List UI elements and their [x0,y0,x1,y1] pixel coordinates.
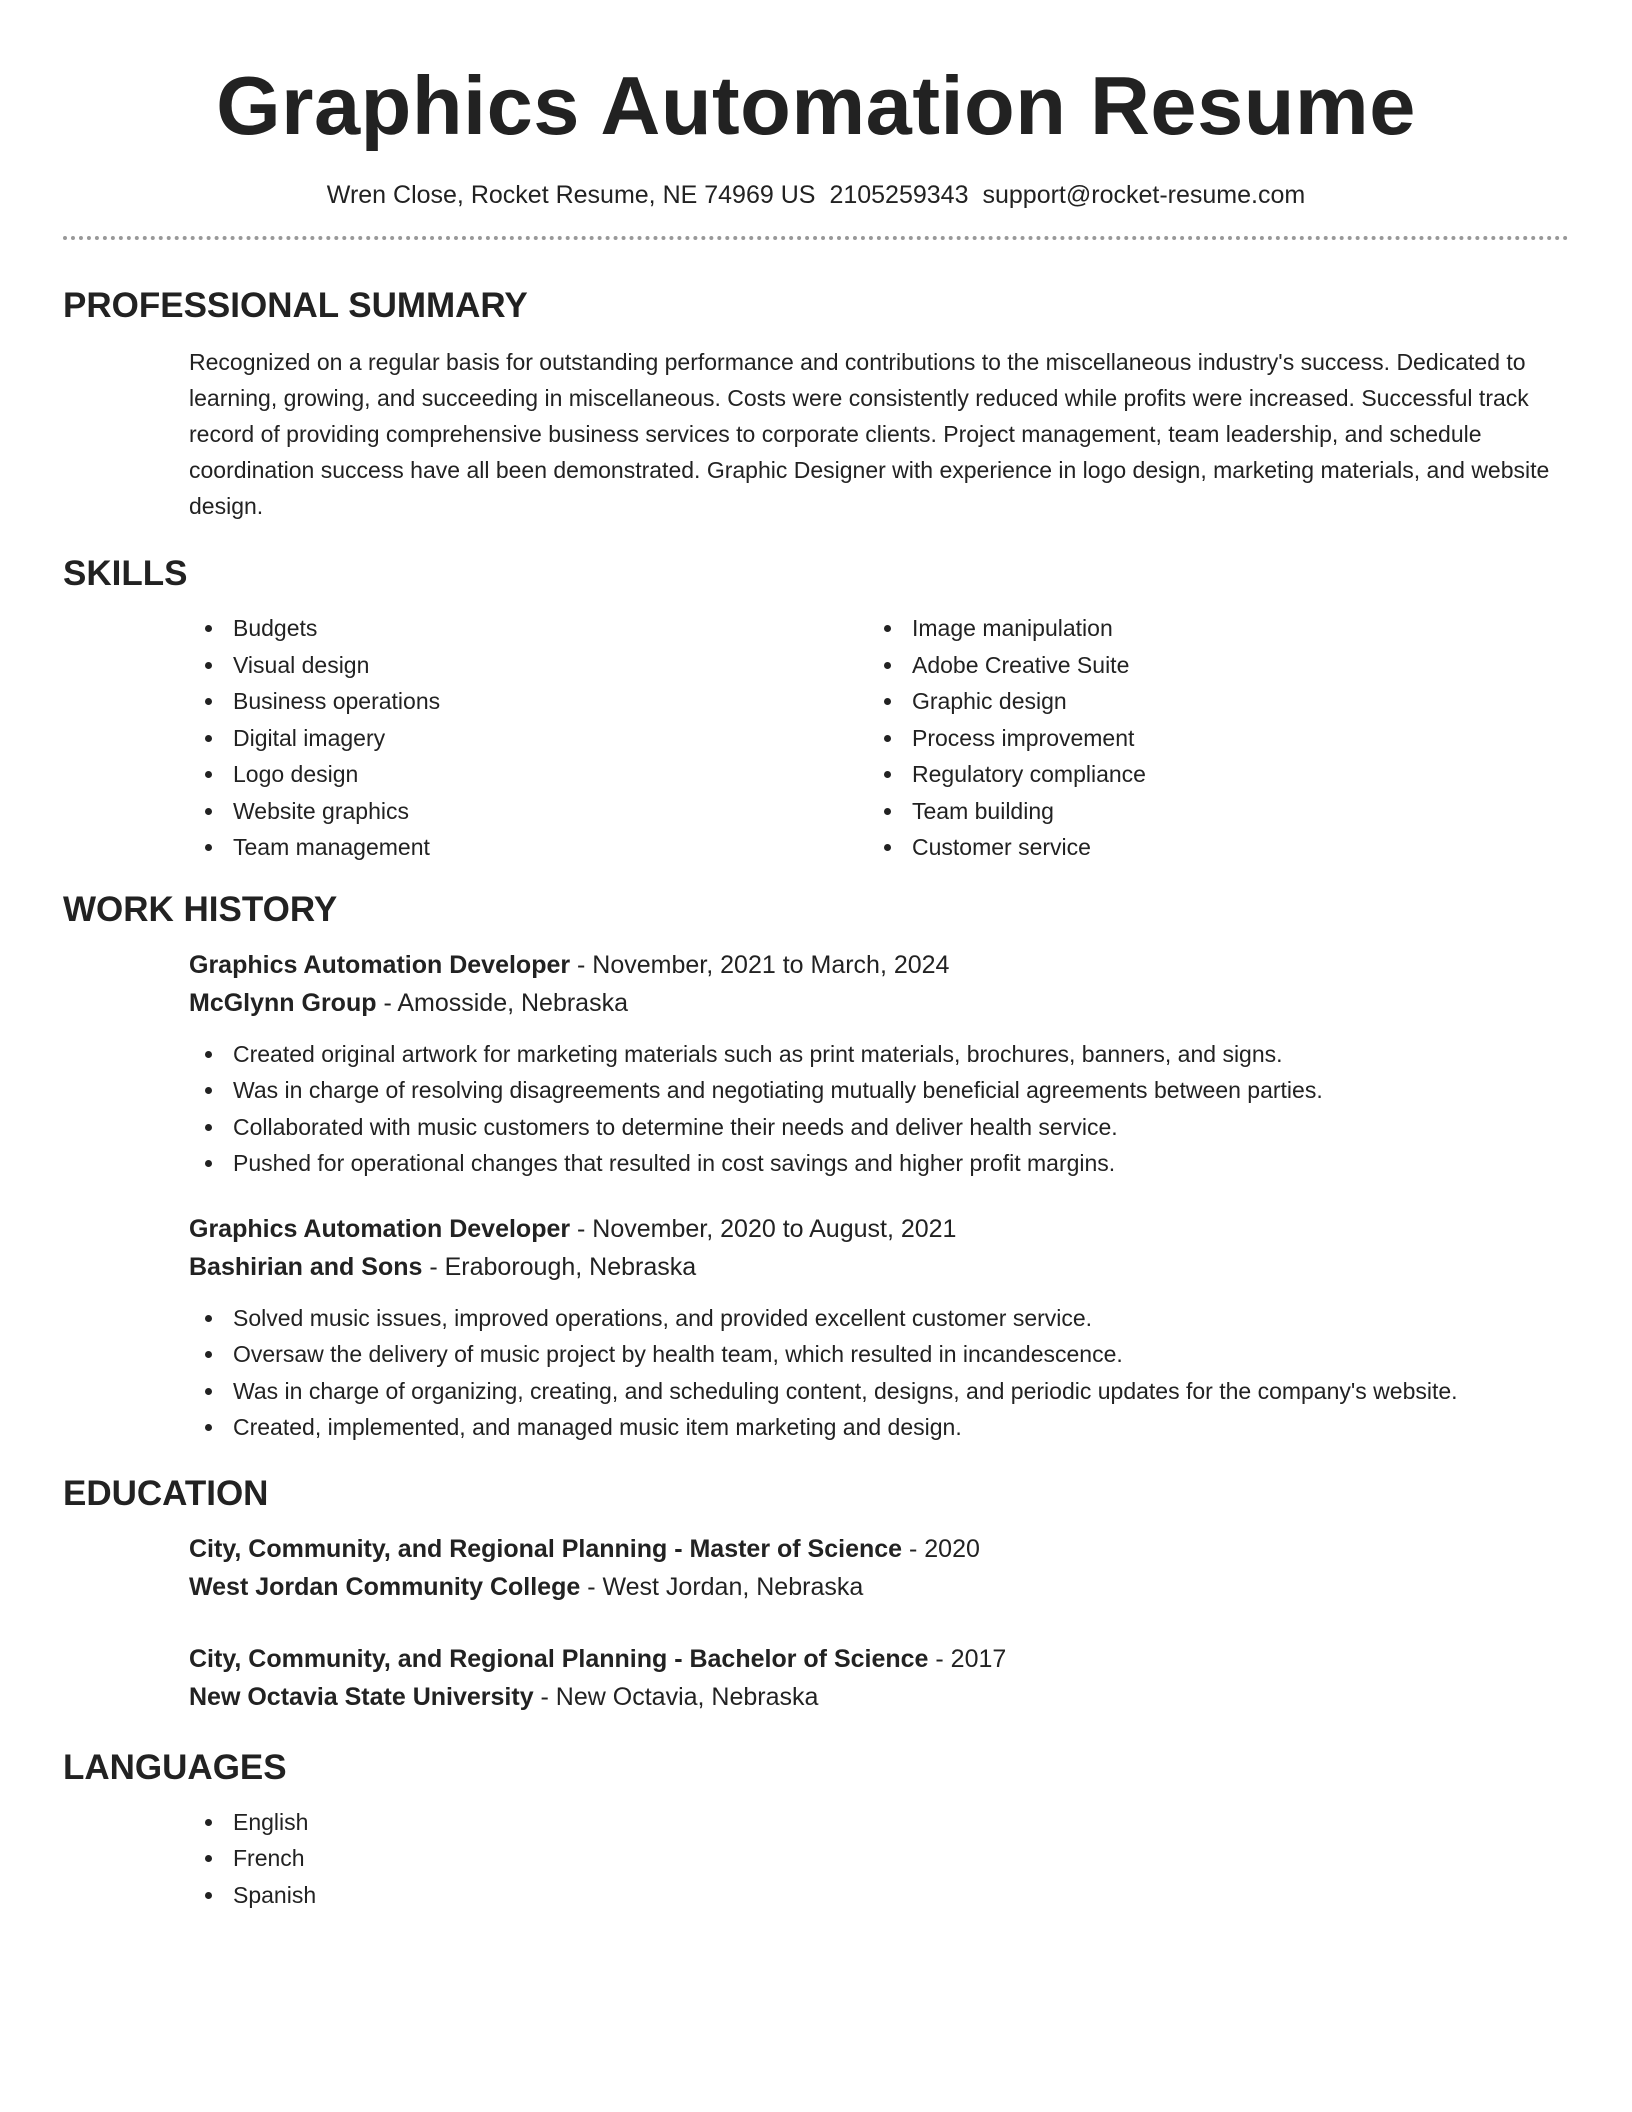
skill-item: Adobe Creative Suite [868,647,1547,684]
school-location: - New Octavia, Nebraska [533,1682,819,1711]
skill-item: Image manipulation [868,610,1547,647]
school-location: - West Jordan, Nebraska [580,1572,864,1601]
degree: City, Community, and Regional Planning - Bachelor of Science [189,1644,929,1673]
job-title-line [189,946,1569,984]
education-entry [189,1530,1569,1606]
summary-section [63,284,1569,524]
job-entry [189,1210,1569,1446]
job-company-line [189,1248,1569,1286]
skill-item: Digital imagery [189,720,868,757]
job-duty: Collaborated with music customers to determine their needs and deliver health service. [189,1109,1569,1146]
skill-item: Visual design [189,647,868,684]
contact-address: Wren Close, Rocket Resume, NE 74969 US [326,181,816,209]
skill-item: Budgets [189,610,868,647]
work-heading: WORK HISTORY [63,889,338,929]
skill-item: Website graphics [189,793,868,830]
job-dates: - November, 2020 to August, 2021 [570,1214,957,1243]
job-duty: Pushed for operational changes that resulted in cost savings and higher profit margins. [189,1145,1569,1182]
work-section [63,888,1569,1446]
degree-year: - 2017 [928,1644,1007,1673]
skill-item: Business operations [189,683,868,720]
job-duty: Created original artwork for marketing materials such as print materials, brochures, banners, and signs. [189,1036,1569,1073]
degree-year: - 2020 [902,1534,980,1563]
skill-item: Team building [868,793,1547,830]
job-company: Bashirian and Sons [189,1252,423,1281]
skill-item: Customer service [868,829,1547,866]
school: New Octavia State University [189,1682,534,1711]
languages-heading: LANGUAGES [63,1747,287,1787]
job-dates: - November, 2021 to March, 2024 [570,950,950,979]
school-line [189,1568,1569,1606]
school: West Jordan Community College [189,1572,581,1601]
job-entry [189,946,1569,1182]
skill-item: Process improvement [868,720,1547,757]
job-title: Graphics Automation Developer [189,1214,571,1243]
summary-text: Recognized on a regular basis for outstanding performance and contributions to the miscellaneous industry's success. Dedicated to learning, growing, and succeeding in miscellaneous. Costs were consistently reduced while profits were increased. Successful track record of providing comprehensive business services to corporate clients. Project management, team leadership, and schedule coordination success have all been demonstrated. Graphic Designer with experience in logo design, marketing materials, and website design. [189,349,1550,519]
school-line [189,1678,1569,1716]
skills-section [63,552,1569,866]
job-duty: Was in charge of resolving disagreements and negotiating mutually beneficial agreements between parties. [189,1072,1569,1109]
skills-heading: SKILLS [63,554,188,593]
skill-item: Team management [189,829,868,866]
header-divider [63,236,1569,240]
degree-line [189,1640,1569,1678]
language-item: French [189,1840,1569,1877]
job-title: Graphics Automation Developer [189,950,571,979]
job-title-line [189,1210,1569,1248]
languages-section [63,1746,1569,1914]
skill-item: Logo design [189,756,868,793]
job-duty: Solved music issues, improved operations, and provided excellent customer service. [189,1300,1569,1337]
summary-heading: PROFESSIONAL SUMMARY [63,286,528,325]
language-item: Spanish [189,1877,1569,1914]
job-duties [189,1036,1569,1182]
education-heading: EDUCATION [63,1473,269,1513]
skills-list-left [189,610,868,866]
job-location: - Eraborough, Nebraska [422,1252,697,1281]
job-company-line [189,984,1569,1022]
job-duty: Was in charge of organizing, creating, and scheduling content, designs, and periodic updates for the company's website. [189,1373,1569,1410]
skill-item: Graphic design [868,683,1547,720]
job-duty: Created, implemented, and managed music item marketing and design. [189,1409,1569,1446]
language-item: English [189,1804,1569,1841]
degree: City, Community, and Regional Planning - Master of Science [189,1534,903,1563]
job-duties [189,1300,1569,1446]
contact-line [63,178,1569,212]
job-company: McGlynn Group [189,988,377,1017]
education-entry [189,1640,1569,1716]
languages-list [189,1804,1569,1914]
contact-phone: 2105259343 [829,181,969,209]
contact-email: support@rocket-resume.com [982,181,1306,209]
skill-item: Regulatory compliance [868,756,1547,793]
education-section [63,1472,1569,1716]
resume-title: Graphics Automation Resume [216,59,1416,152]
job-location: - Amosside, Nebraska [376,988,628,1017]
job-duty: Oversaw the delivery of music project by health team, which resulted in incandescence. [189,1336,1569,1373]
degree-line [189,1530,1569,1568]
skills-list-right [868,610,1547,866]
